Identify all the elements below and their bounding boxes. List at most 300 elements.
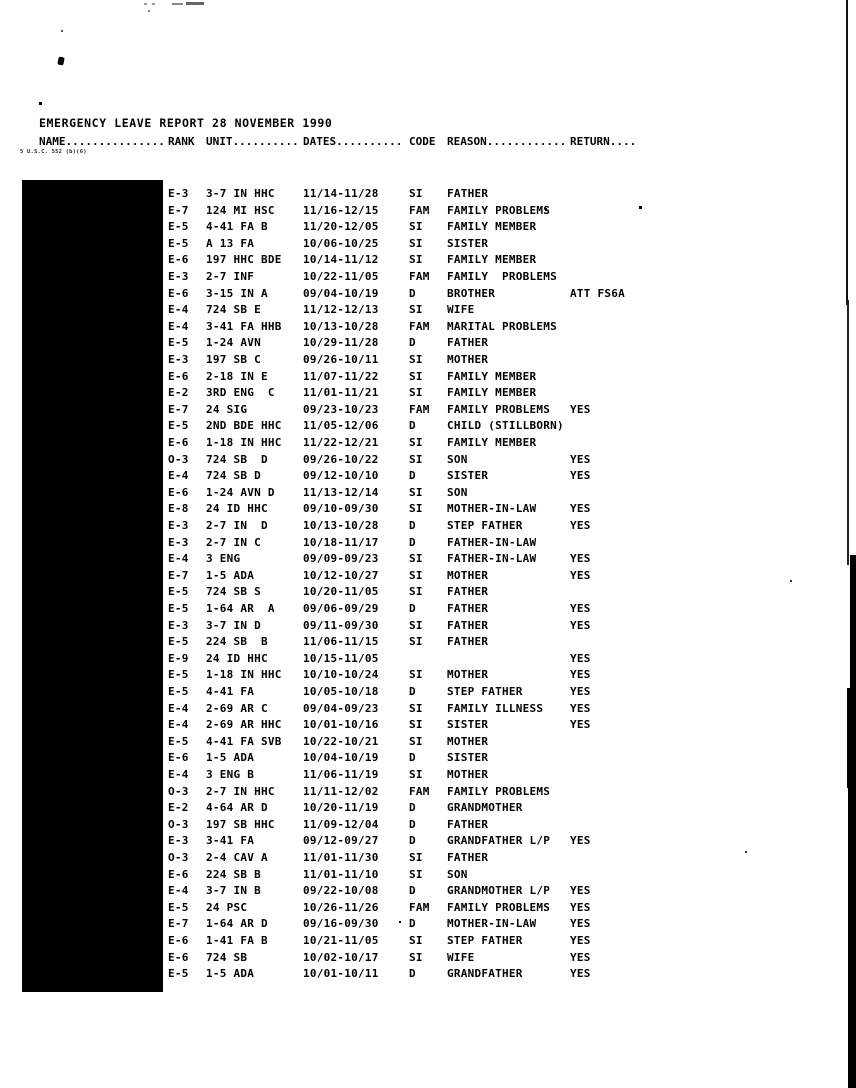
cell-dates: 09/16-09/30 (303, 917, 379, 931)
cell-return: YES (570, 668, 591, 682)
cell-rank: E-2 (168, 801, 189, 815)
report-row (0, 436, 856, 453)
cell-unit: 224 SB B (206, 635, 268, 649)
cell-rank: E-5 (168, 419, 189, 433)
column-header-unit: UNIT.......... (206, 135, 299, 148)
cell-reason: FAMILY PROBLEMS (447, 203, 551, 217)
cell-unit: 2-7 IN HHC (206, 784, 275, 798)
column-header-return: RETURN.... (570, 135, 637, 148)
cell-reason: FAMILY MEMBER (447, 386, 537, 400)
cell-rank: O-3 (168, 851, 189, 864)
cell-code: SI (409, 502, 423, 516)
cell-dates: 10/21-11/05 (303, 934, 379, 947)
report-row (0, 851, 856, 868)
cell-code: SI (409, 485, 423, 499)
cell-reason: FATHER (447, 585, 489, 599)
cell-reason: FAMILY MEMBER (447, 253, 537, 267)
report-row (0, 818, 856, 835)
cell-unit: A 13 FA (206, 236, 255, 250)
cell-code: SI (409, 734, 423, 748)
cell-code: D (409, 419, 416, 433)
cell-code: SI (409, 585, 423, 599)
cell-reason: FATHER-IN-LAW (447, 552, 537, 566)
cell-code: D (409, 519, 416, 532)
report-row (0, 320, 856, 337)
cell-unit: 224 SB B (206, 867, 261, 881)
report-row (0, 536, 856, 553)
cell-code: SI (409, 718, 423, 732)
column-header-code: CODE (409, 135, 436, 148)
cell-code: D (409, 602, 416, 615)
column-header-reason: REASON............ (447, 135, 567, 148)
cell-unit: 2-7 IN D (206, 519, 268, 532)
cell-rank: E-4 (168, 319, 189, 333)
cell-rank: E-4 (168, 469, 189, 483)
cell-rank: O-3 (168, 784, 189, 798)
cell-rank: E-4 (168, 884, 189, 898)
report-row (0, 336, 856, 353)
cell-dates: 09/12-10/10 (303, 469, 379, 483)
cell-code: SI (409, 303, 423, 317)
cell-code: D (409, 286, 416, 300)
cell-reason: GRANDFATHER (447, 967, 523, 981)
cell-dates: 09/22-10/08 (303, 884, 379, 898)
cell-code: D (409, 834, 416, 848)
cell-reason: SISTER (447, 469, 489, 483)
report-row (0, 237, 856, 254)
cell-rank: E-4 (168, 718, 189, 732)
report-row (0, 502, 856, 519)
cell-return: YES (570, 452, 591, 466)
cell-code: SI (409, 187, 423, 200)
cell-rank: E-5 (168, 967, 189, 981)
cell-reason: SISTER (447, 718, 489, 732)
cell-unit: 3-41 FA (206, 834, 255, 848)
cell-unit: 197 SB HHC (206, 817, 275, 831)
cell-rank: E-3 (168, 353, 189, 366)
cell-code: D (409, 336, 416, 350)
cell-code: SI (409, 934, 423, 947)
cell-rank: E-5 (168, 685, 189, 698)
report-row (0, 386, 856, 403)
cell-rank: E-6 (168, 485, 189, 499)
cell-code: D (409, 685, 416, 698)
cell-unit: 3-15 IN A (206, 286, 268, 300)
report-row (0, 834, 856, 851)
cell-reason: MOTHER (447, 568, 489, 582)
cell-unit: 2ND BDE HHC (206, 419, 282, 433)
cell-reason: MARITAL PROBLEMS (447, 319, 557, 333)
cell-unit: 2-18 IN E (206, 369, 268, 383)
cell-reason: MOTHER (447, 668, 489, 682)
report-row (0, 403, 856, 420)
cell-dates: 11/01-11/30 (303, 851, 379, 864)
report-row (0, 619, 856, 636)
cell-return: YES (570, 552, 591, 566)
cell-unit: 1-24 AVN D (206, 485, 275, 499)
cell-code: SI (409, 253, 423, 267)
cell-return: YES (570, 950, 591, 964)
cell-return: YES (570, 900, 591, 914)
cell-dates: 11/07-11/22 (303, 369, 379, 383)
cell-rank: E-6 (168, 286, 189, 300)
cell-reason: FAMILY MEMBER (447, 369, 537, 383)
cell-rank: E-5 (168, 602, 189, 615)
report-row (0, 220, 856, 237)
cell-dates: 10/04-10/19 (303, 751, 379, 765)
cell-dates: 10/12-10/27 (303, 568, 379, 582)
cell-code: SI (409, 552, 423, 566)
cell-unit: 1-64 AR D (206, 917, 268, 931)
cell-reason: STEP FATHER (447, 934, 523, 947)
report-row (0, 287, 856, 304)
cell-return: YES (570, 917, 591, 931)
cell-reason: FAMILY ILLNESS (447, 701, 544, 715)
cell-code: SI (409, 701, 423, 715)
cell-unit: 1-5 ADA (206, 568, 255, 582)
report-row (0, 353, 856, 370)
cell-rank: E-5 (168, 900, 189, 914)
cell-return: YES (570, 618, 591, 632)
scan-speck (144, 3, 147, 5)
cell-rank: E-6 (168, 934, 189, 947)
cell-unit: 724 SB D (206, 452, 268, 466)
cell-unit: 24 ID HHC (206, 651, 268, 665)
cell-rank: E-4 (168, 768, 189, 781)
cell-unit: 3-7 IN HHC (206, 187, 275, 200)
cell-reason: FAMILY MEMBER (447, 220, 537, 234)
report-row (0, 718, 856, 735)
report-row (0, 917, 856, 934)
cell-reason: FATHER (447, 817, 489, 831)
cell-rank: E-2 (168, 386, 189, 400)
ink-blot (57, 56, 65, 65)
report-row (0, 204, 856, 221)
cell-reason: WIFE (447, 950, 475, 964)
cell-reason: FATHER (447, 187, 489, 200)
cell-dates: 11/20-12/05 (303, 220, 379, 234)
cell-dates: 09/26-10/11 (303, 353, 379, 366)
cell-code: FAM (409, 203, 430, 217)
report-row (0, 951, 856, 968)
cell-reason: SISTER (447, 236, 489, 250)
cell-unit: 1-5 ADA (206, 967, 255, 981)
cell-code: D (409, 917, 416, 931)
cell-rank: E-5 (168, 734, 189, 748)
cell-code: SI (409, 768, 423, 781)
report-row (0, 668, 856, 685)
cell-dates: 09/26-10/22 (303, 452, 379, 466)
cell-dates: 11/09-12/04 (303, 817, 379, 831)
cell-dates: 09/04-10/19 (303, 286, 379, 300)
cell-dates: 11/12-12/13 (303, 303, 379, 317)
cell-rank: E-5 (168, 668, 189, 682)
cell-return: YES (570, 884, 591, 898)
cell-reason: FAMILY MEMBER (447, 436, 537, 449)
cell-unit: 2-69 AR HHC (206, 718, 282, 732)
report-row (0, 652, 856, 669)
cell-unit: 197 SB C (206, 353, 261, 366)
cell-rank: E-3 (168, 618, 189, 632)
cell-dates: 11/06-11/15 (303, 635, 379, 649)
cell-reason: GRANDFATHER L/P (447, 834, 551, 848)
cell-unit: 4-41 FA B (206, 220, 268, 234)
cell-dates: 11/05-12/06 (303, 419, 379, 433)
cell-dates: 11/14-11/28 (303, 187, 379, 200)
scan-dash (172, 3, 183, 5)
cell-return: ATT FS6A (570, 286, 625, 300)
cell-reason: SON (447, 867, 468, 881)
cell-unit: 4-41 FA SVB (206, 734, 282, 748)
cell-unit: 724 SB E (206, 303, 261, 317)
report-row (0, 270, 856, 287)
report-row (0, 801, 856, 818)
cell-reason: FATHER (447, 851, 489, 864)
cell-rank: E-6 (168, 867, 189, 881)
report-row (0, 469, 856, 486)
cell-unit: 1-5 ADA (206, 751, 255, 765)
cell-unit: 724 SB (206, 950, 248, 964)
cell-unit: 1-24 AVN (206, 336, 261, 350)
cell-return: YES (570, 967, 591, 981)
cell-unit: 3-7 IN D (206, 618, 261, 632)
cell-unit: 24 ID HHC (206, 502, 268, 516)
cell-code: D (409, 884, 416, 898)
cell-dates: 09/11-09/30 (303, 618, 379, 632)
report-row (0, 569, 856, 586)
cell-unit: 1-64 AR A (206, 602, 275, 615)
scan-speck (39, 102, 42, 105)
scan-speck (148, 10, 150, 12)
cell-unit: 124 MI HSC (206, 203, 275, 217)
cell-code: D (409, 751, 416, 765)
report-row (0, 735, 856, 752)
cell-return: YES (570, 701, 591, 715)
column-header-rank: RANK (168, 135, 195, 148)
cell-dates: 11/06-11/19 (303, 768, 379, 781)
cell-code: SI (409, 851, 423, 864)
cell-dates: 11/01-11/21 (303, 386, 379, 400)
cell-rank: E-3 (168, 519, 189, 532)
cell-dates: 10/20-11/05 (303, 585, 379, 599)
cell-dates: 10/13-10/28 (303, 319, 379, 333)
cell-rank: E-7 (168, 917, 189, 931)
report-row (0, 884, 856, 901)
cell-dates: 11/13-12/14 (303, 485, 379, 499)
cell-reason: FATHER-IN-LAW (447, 535, 537, 549)
scan-speck (61, 30, 63, 32)
cell-code: D (409, 535, 416, 549)
report-row (0, 602, 856, 619)
cell-code: SI (409, 220, 423, 234)
column-header-name: NAME............... (39, 135, 165, 148)
cell-reason: MOTHER (447, 353, 489, 366)
cell-code: SI (409, 635, 423, 649)
cell-return: YES (570, 502, 591, 516)
cell-dates: 10/29-11/28 (303, 336, 379, 350)
cell-rank: E-7 (168, 568, 189, 582)
cell-reason: FAMILY PROBLEMS (447, 402, 551, 416)
cell-reason: MOTHER-IN-LAW (447, 502, 537, 516)
cell-unit: 24 PSC (206, 900, 248, 914)
cell-reason: SON (447, 485, 468, 499)
cell-code: FAM (409, 402, 430, 416)
cell-unit: 3-7 IN B (206, 884, 261, 898)
cell-unit: 3 ENG (206, 552, 241, 566)
cell-dates: 10/18-11/17 (303, 535, 379, 549)
report-row (0, 785, 856, 802)
report-row (0, 702, 856, 719)
cell-rank: E-5 (168, 236, 189, 250)
cell-dates: 10/14-11/12 (303, 253, 379, 267)
cell-reason: FAMILY PROBLEMS (447, 784, 551, 798)
cell-return: YES (570, 834, 591, 848)
cell-unit: 1-41 FA B (206, 934, 268, 947)
cell-unit: 4-41 FA (206, 685, 255, 698)
cell-unit: 2-69 AR C (206, 701, 268, 715)
cell-code: D (409, 469, 416, 483)
report-row (0, 453, 856, 470)
cell-return: YES (570, 685, 591, 698)
cell-rank: E-3 (168, 834, 189, 848)
cell-dates: 10/13-10/28 (303, 519, 379, 532)
cell-reason: WIFE (447, 303, 475, 317)
report-row (0, 253, 856, 270)
report-row (0, 552, 856, 569)
cell-rank: E-3 (168, 535, 189, 549)
cell-reason: SISTER (447, 751, 489, 765)
cell-reason: SON (447, 452, 468, 466)
cell-code: FAM (409, 319, 430, 333)
cell-reason: FATHER (447, 602, 489, 615)
cell-dates: 09/09-09/23 (303, 552, 379, 566)
cell-unit: 1-18 IN HHC (206, 668, 282, 682)
cell-rank: E-9 (168, 651, 189, 665)
cell-return: YES (570, 602, 591, 615)
cell-unit: 2-7 IN C (206, 535, 261, 549)
cell-reason: FAMILY PROBLEMS (447, 270, 557, 283)
cell-dates: 11/11-12/02 (303, 784, 379, 798)
cell-unit: 3RD ENG C (206, 386, 275, 400)
cell-unit: 724 SB S (206, 585, 261, 599)
cell-dates: 10/15-11/05 (303, 651, 379, 665)
cell-return: YES (570, 651, 591, 665)
report-row (0, 419, 856, 436)
cell-rank: E-4 (168, 303, 189, 317)
cell-dates: 10/01-10/11 (303, 967, 379, 981)
cell-unit: 4-64 AR D (206, 801, 268, 815)
cell-reason: CHILD (STILLBORN) (447, 419, 564, 433)
scan-dash (186, 2, 204, 5)
cell-unit: 2-4 CAV A (206, 851, 268, 864)
cell-return: YES (570, 718, 591, 732)
cell-code: SI (409, 452, 423, 466)
cell-rank: E-6 (168, 751, 189, 765)
cell-reason: MOTHER-IN-LAW (447, 917, 537, 931)
cell-unit: 24 SIG (206, 402, 248, 416)
cell-code: SI (409, 386, 423, 400)
cell-dates: 09/10-09/30 (303, 502, 379, 516)
foia-exemption-note: 5 U.S.C. 552 (b)(6) (20, 149, 87, 155)
cell-reason: FATHER (447, 336, 489, 350)
scan-speck (152, 3, 155, 5)
cell-rank: E-7 (168, 402, 189, 416)
cell-code: D (409, 801, 416, 815)
cell-return: YES (570, 519, 591, 532)
column-header-dates: DATES.......... (303, 135, 403, 148)
cell-return: YES (570, 402, 591, 416)
report-row (0, 685, 856, 702)
cell-reason: GRANDMOTHER (447, 801, 523, 815)
cell-rank: E-5 (168, 585, 189, 599)
cell-rank: E-5 (168, 220, 189, 234)
report-row (0, 187, 856, 204)
report-title: EMERGENCY LEAVE REPORT 28 NOVEMBER 1990 (39, 116, 333, 130)
cell-dates: 09/04-09/23 (303, 701, 379, 715)
cell-dates: 10/05-10/18 (303, 685, 379, 698)
cell-code: D (409, 967, 416, 981)
report-row (0, 585, 856, 602)
cell-reason: MOTHER (447, 734, 489, 748)
cell-code: D (409, 817, 416, 831)
cell-reason: BROTHER (447, 286, 496, 300)
cell-dates: 10/02-10/17 (303, 950, 379, 964)
cell-unit: 724 SB D (206, 469, 261, 483)
cell-code: SI (409, 369, 423, 383)
cell-rank: E-4 (168, 701, 189, 715)
cell-rank: E-8 (168, 502, 189, 516)
cell-rank: E-6 (168, 436, 189, 449)
cell-rank: O-3 (168, 817, 189, 831)
cell-reason: MOTHER (447, 768, 489, 781)
cell-code: SI (409, 568, 423, 582)
cell-code: SI (409, 618, 423, 632)
cell-dates: 09/06-09/29 (303, 602, 379, 615)
cell-code: SI (409, 867, 423, 881)
cell-rank: E-3 (168, 187, 189, 200)
cell-rank: E-6 (168, 950, 189, 964)
cell-dates: 11/16-12/15 (303, 203, 379, 217)
cell-rank: E-6 (168, 369, 189, 383)
cell-reason: GRANDMOTHER L/P (447, 884, 551, 898)
cell-unit: 3-41 FA HHB (206, 319, 282, 333)
cell-dates: 09/23-10/23 (303, 402, 379, 416)
report-row (0, 901, 856, 918)
cell-rank: E-5 (168, 336, 189, 350)
report-row (0, 868, 856, 885)
cell-dates: 09/12-09/27 (303, 834, 379, 848)
cell-return: YES (570, 934, 591, 947)
report-row (0, 635, 856, 652)
cell-dates: 10/20-11/19 (303, 801, 379, 815)
report-row (0, 751, 856, 768)
cell-dates: 10/22-11/05 (303, 270, 379, 283)
cell-code: SI (409, 236, 423, 250)
cell-return: YES (570, 568, 591, 582)
cell-rank: E-5 (168, 635, 189, 649)
cell-rank: O-3 (168, 452, 189, 466)
cell-dates: 10/06-10/25 (303, 236, 379, 250)
cell-rank: E-6 (168, 253, 189, 267)
cell-dates: 11/22-12/21 (303, 436, 379, 449)
cell-reason: FAMILY PROBLEMS (447, 900, 551, 914)
cell-reason: STEP FATHER (447, 685, 523, 698)
cell-unit: 3 ENG B (206, 768, 255, 781)
report-row (0, 967, 856, 984)
cell-dates: 10/01-10/16 (303, 718, 379, 732)
cell-code: SI (409, 950, 423, 964)
cell-dates: 11/01-11/10 (303, 867, 379, 881)
